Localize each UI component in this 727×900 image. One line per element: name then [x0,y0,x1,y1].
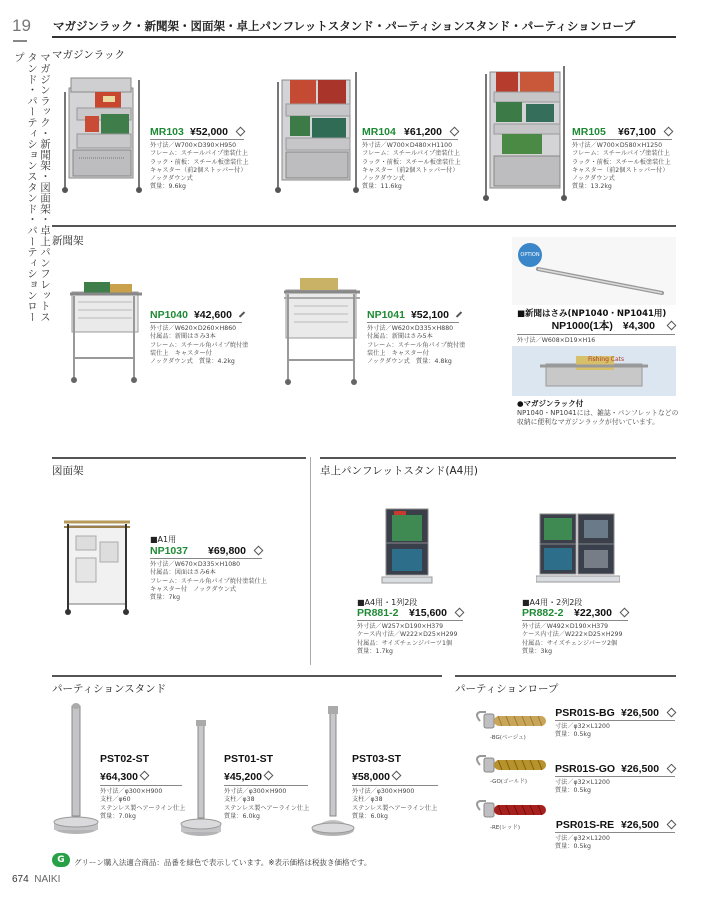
rope-caption: -GO(ゴールド) [490,779,527,785]
option-product [517,318,675,345]
product-specs: 寸法／φ32×L1200 質量：0.5kg [555,779,610,795]
rope-re-image [470,797,546,823]
section-rule [52,675,442,677]
magazine-attached-text: NP1040・NP1041には、雑誌・パンフレットなどの 収納に便利なマガジンラックが付いています。 [517,409,679,426]
drawing-size-label: ■A1用 [150,535,177,544]
product-specs: 外寸法／φ300×H900 支柱／φ38 ステンレス製ヘアーライン仕上 質量：6.0kg [224,788,310,820]
product-psr01s-go [555,763,675,796]
product-specs: 外寸法／W257×D190×H379 ケース内寸法／W222×D25×H299 付属品：サイズチェンジパーツ1個 質量：1.7kg [357,623,458,655]
green-diamond-icon [667,708,677,718]
green-diamond-icon [667,764,677,774]
product-code: PR882-2 [522,607,564,619]
product-code: PST01-ST [224,753,274,765]
chapter-number: 19 [12,16,31,35]
option-price: ¥4,300 [622,320,655,332]
product-code: PSR01S-GO [555,763,616,775]
product-psr01s-re [555,819,675,852]
product-mr103 [150,126,249,192]
product-specs: 外寸法／W670×D335×H1080 付属品：図面はさみ6本 フレーム：スチール角パイプ焼付塗装仕上 キャスター付 ノックダウン式 質量：7kg [150,561,267,602]
magazine-rack-mr104-image [268,66,364,196]
product-price: ¥45,200 [224,771,262,783]
title-rule [52,36,676,38]
magazine-attached-photo [512,346,676,396]
brand-name: NAIKI [34,874,61,885]
green-diamond-icon [264,771,274,781]
green-diamond-icon [455,608,465,618]
product-np1037 [150,545,267,602]
product-price: ¥42,600 [193,309,232,321]
product-price: ¥52,100 [410,309,449,321]
product-price: ¥15,600 [409,607,447,619]
product-price: ¥26,500 [621,819,659,831]
section-rule [455,675,676,677]
green-purchase-note: グリーン購入法適合商品：品番を緑色で表示しています。※表示価格は税抜き価格です。 [74,858,372,867]
green-purchase-icon: G [52,853,70,867]
rope-caption: -BG(ベージュ) [490,735,526,741]
product-specs: 外寸法／W620×D335×H880 付属品：新聞はさみ5本 フレーム：スチール角パイプ焼付塗 装仕上 キャスター付 ノックダウン式 質量：4.8kg [367,325,466,366]
partition-stand-pst01-image [180,716,224,846]
section-title-newspaper: 新聞架 [52,235,84,247]
chapter-divider [13,40,27,42]
partition-stand-pst03-image [310,702,356,846]
photo-label: Fishing Cats [588,356,625,363]
product-code: NP1037 [150,545,188,557]
product-price: ¥64,300 [100,771,138,783]
pamphlet-size-label: ■A4用・1列2段 [357,598,418,607]
green-diamond-icon [140,771,150,781]
product-price: ¥26,500 [621,707,659,719]
product-pst03-st [352,753,438,821]
magazine-attached-title: ●マガジンラック付 [517,399,584,408]
product-psr01s-bg [555,707,675,740]
product-code: NP1040 [150,309,188,321]
product-price: ¥58,000 [352,771,390,783]
product-specs: 寸法／φ32×L1200 質量：0.5kg [555,723,610,739]
product-mr105 [572,126,672,192]
product-price: ¥26,500 [621,763,660,775]
section-title-partition-rope: パーティションロープ [455,683,559,695]
product-specs: 外寸法／W700×D390×H950 フレーム：スチールパイプ塗装仕上 ラック・前板：スチール板塗装仕上 キャスター（前2個ストッパー付） ノックダウン式 質量：9.6kg [150,142,249,191]
product-code: MR105 [572,126,606,138]
product-code: MR104 [362,126,396,138]
newspaper-clip-icon [532,261,672,301]
side-index-title: マガジンラック・新聞架・図面架・卓上パンフレットスタンド・パーティションスタンド・パーティションロープ [13,52,51,322]
rope-bg-image [470,708,546,734]
product-price: ¥67,100 [618,126,656,138]
section-rule [52,457,306,459]
product-price: ¥52,000 [190,126,228,138]
rope-go-image [470,752,546,778]
section-rule [52,225,676,227]
partition-stand-pst02-image [52,700,100,846]
product-pst01-st [224,753,308,821]
product-specs: 外寸法／φ300×H900 支柱／φ38 ステンレス製ヘアーライン仕上 質量：6.0kg [352,788,438,820]
pamphlet-stand-pr882-image [536,510,620,584]
product-specs: 外寸法／W700×D580×H1250 フレーム：スチールパイプ塗装仕上 ラック・前板：スチール板塗装仕上 キャスター（前2個ストッパー付） ノックダウン式 質量：13.2kg [572,142,671,191]
pamphlet-size-label: ■A4用・2列2段 [522,598,583,607]
product-price: ¥22,300 [574,607,612,619]
product-pst02-st [100,753,186,821]
green-diamond-icon [239,311,245,317]
option-name: ■新聞はさみ(NP1040・NP1041用) [517,309,667,319]
green-diamond-icon [254,546,264,556]
product-specs: 外寸法／W492×D190×H379 ケース内寸法／W222×D25×H299 付属品：サイズチェンジパーツ2個 質量：3kg [522,623,623,655]
rope-caption: -RE(レッド) [490,825,521,831]
green-diamond-icon [236,127,246,137]
green-diamond-icon [667,820,677,830]
section-title-drawing: 図面架 [52,465,84,477]
product-code: NP1041 [367,309,405,321]
green-diamond-icon [450,127,460,137]
newspaper-rack-np1041-image [278,274,364,390]
product-specs: 外寸法／W620×D260×H860 付属品：新聞はさみ3本 フレーム：スチール角パイプ焼付塗 装仕上 キャスター付 ノックダウン式 質量：4.2kg [150,325,249,366]
product-price: ¥61,200 [404,126,442,138]
option-badge: OPTION [518,243,542,267]
page-number [12,874,60,885]
section-title-partition-stand: パーティションスタンド [52,683,167,695]
drawing-rack-np1037-image [60,512,134,620]
section-rule [320,457,676,459]
product-code: PST03-ST [352,753,402,765]
page-number-value: 674 [12,874,29,885]
product-code: MR103 [150,126,184,138]
green-diamond-icon [392,771,402,781]
product-code: PSR01S-RE [555,819,615,831]
product-pr882-2 [522,607,628,656]
option-specs: 外寸法／W608×D19×H16 [517,337,596,344]
product-specs: 外寸法／φ300×H900 支柱／φ60 ステンレス製ヘアーライン仕上 質量：7.0kg [100,788,186,820]
magazine-attached-image [512,346,676,396]
product-mr104 [362,126,461,192]
column-divider [310,457,311,665]
option-image-area [512,237,676,305]
product-np1040 [150,309,249,366]
product-code: PR881-2 [357,607,399,619]
product-price: ¥69,800 [208,545,246,557]
product-pr881-2 [357,607,463,656]
section-title-pamphlet: 卓上パンフレットスタンド(A4用) [320,465,478,477]
magazine-rack-mr105-image [478,62,572,204]
pamphlet-stand-pr881-image [380,505,434,587]
product-specs: 外寸法／W700×D480×H1100 フレーム：スチールパイプ塗装仕上 ラック・前板：スチール板塗装仕上 キャスター（前2個ストッパー付） ノックダウン式 質量：11.6kg [362,142,461,191]
green-diamond-icon [664,127,674,137]
green-diamond-icon [667,321,677,331]
product-code: PSR01S-BG [555,707,615,719]
green-diamond-icon [620,608,630,618]
page-title: マガジンラック・新聞架・図面架・卓上パンフレットスタンド・パーティションスタンド・パーティションロープ [53,19,636,33]
product-code: PST02-ST [100,753,150,765]
newspaper-rack-np1040-image [62,278,146,388]
product-specs: 寸法／φ32×L1200 質量：0.5kg [555,835,610,851]
section-title-magazine: マガジンラック [52,49,126,61]
product-np1041 [367,309,466,366]
option-code: NP1000(1本) [551,320,613,332]
magazine-rack-mr103-image [55,70,148,195]
green-diamond-icon [456,311,462,317]
